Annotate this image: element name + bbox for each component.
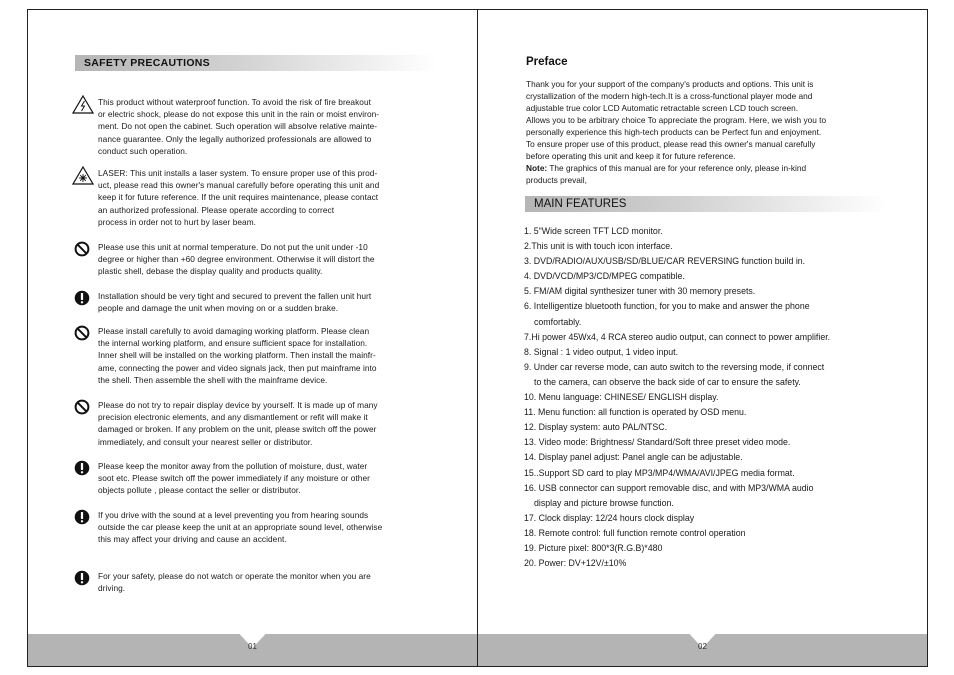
warning-line: Installation should be very tight and secured to prevent the fallen unit hurt: [98, 291, 372, 301]
feature-item: [524, 299, 894, 329]
feature-item: [524, 239, 894, 254]
warning-text: [98, 399, 378, 448]
warning-item: [72, 509, 442, 546]
warning-text: [98, 290, 371, 314]
preface-line: crystallization of the modern high-tech.It is a cross-functional player mode and: [526, 91, 813, 101]
warning-line: If you drive with the sound at a level preventing you from hearing sounds: [98, 510, 369, 520]
warning-text: [98, 167, 379, 228]
feature-line: 19. Picture pixel: 800*3(R.G.B)*480: [524, 542, 663, 553]
warning-line: damaged or broken. If any problem on the unit, please switch off the power: [98, 424, 377, 435]
warning-line: immediately, and consult your nearest seller or distributor.: [98, 436, 313, 447]
warning-line: soot etc. Please switch off the power immediately if any moisture or other: [98, 473, 370, 484]
warning-line: the internal working platform, and ensure sufficient space for installation.: [98, 338, 368, 349]
preface-line: products prevail,: [526, 175, 587, 185]
warning-line: Please install carefully to avoid damaging working platform. Please clean: [98, 326, 370, 336]
main-features-heading: [525, 196, 887, 212]
preface-line: personally experience this high-tech products can be Perfect fun and enjoyment.: [526, 127, 822, 137]
feature-item: [524, 511, 894, 526]
warning-line: or electric shock, please do not expose this unit in the rain or moist environ-: [98, 109, 380, 120]
right-page: [477, 9, 928, 667]
feature-line: 20. Power: DV+12V/±10%: [524, 558, 627, 569]
feature-item: [524, 435, 894, 450]
feature-item: [524, 466, 894, 481]
feature-item: [524, 481, 894, 511]
feature-line: 11. Menu function: all function is operated by OSD menu.: [524, 407, 747, 418]
warning-line: Inner shell will be installed on the working platform. Then install the mainfr-: [98, 350, 376, 361]
feature-item: [524, 390, 894, 405]
feature-line: 7.Hi power 45Wx4, 4 RCA stereo audio output, can connect to power amplifier.: [524, 331, 831, 342]
feature-line: to the camera, can observe the back side of car to ensure the safety.: [534, 376, 801, 387]
feature-line: 6. Intelligentize bluetooth function, for you to make and answer the phone: [524, 301, 810, 312]
feature-line: 4. DVD/VCD/MP3/CD/MPEG compatible.: [524, 271, 685, 282]
prohibited-icon: [72, 241, 98, 261]
warning-item: [72, 167, 442, 228]
warning-item: [72, 325, 442, 386]
warning-line: driving.: [98, 583, 126, 594]
warning-text: [98, 325, 377, 386]
exclamation-icon: [72, 460, 98, 480]
laser-warning-icon: [72, 167, 98, 187]
exclamation-icon: [72, 290, 98, 310]
prohibited-icon: [72, 325, 98, 345]
warning-line: Please keep the monitor away from the pollution of moisture, dust, water: [98, 461, 368, 471]
warning-line: outside the car please keep the unit at an appropriate sound level, otherwise: [98, 522, 383, 533]
preface-title: Preface: [526, 56, 568, 68]
warning-line: process in order not to hurt by laser beam.: [98, 216, 257, 227]
warning-line: precision electronic elements, and any dismantlement or refit will make it: [98, 412, 368, 423]
warning-line: ment. Do not open the cabinet. Such operation will absolve relative mainte-: [98, 121, 378, 132]
feature-line: 15..Support SD card to play MP3/MP4/WMA/AVI/JPEG media format.: [524, 467, 795, 478]
feature-item: [524, 330, 894, 345]
exclamation-icon: [72, 570, 98, 590]
feature-line: 13. Video mode: Brightness/ Standard/Soft three preset video mode.: [524, 437, 791, 448]
feature-line: comfortably.: [534, 316, 582, 327]
exclamation-icon: [72, 509, 98, 529]
warning-line: nance guarantee. Only the legally authorized professionals are allowed to: [98, 133, 372, 144]
warning-line: conduct such operation.: [98, 145, 188, 156]
feature-item: [524, 224, 894, 239]
warning-item: [72, 241, 442, 278]
feature-item: [524, 556, 894, 571]
note-label: Note:: [526, 163, 548, 173]
feature-item: [524, 269, 894, 284]
feature-line: 10. Menu language: CHINESE/ ENGLISH display.: [524, 392, 719, 403]
feature-item: [524, 405, 894, 420]
feature-item: [524, 541, 894, 556]
feature-item: [524, 526, 894, 541]
feature-line: 16. USB connector can support removable disc, and with MP3/WMA audio: [524, 482, 814, 493]
warning-text: [98, 241, 375, 278]
prohibited-icon: [72, 399, 98, 419]
warning-line: plastic shell, debase the display quality and products quality.: [98, 266, 323, 277]
warning-line: Please do not try to repair display device by yourself. It is made up of many: [98, 400, 378, 410]
feature-item: [524, 360, 894, 390]
warning-line: objects pollute , please contact the seller or distributor.: [98, 485, 301, 496]
warning-line: keep it for future reference. If the unit requires maintenance, please contact: [98, 192, 379, 203]
preface-line: Thank you for your support of the company's products and options. This unit is: [526, 79, 814, 89]
warning-line: this may affect your driving and cause an accident.: [98, 534, 287, 545]
feature-line: 12. Display system: auto PAL/NTSC.: [524, 422, 668, 433]
feature-line: 1. 5"Wide screen TFT LCD monitor.: [524, 226, 663, 236]
feature-line: 17. Clock display: 12/24 hours clock display: [524, 512, 695, 523]
preface-text: [526, 78, 896, 186]
warning-line: uct, please read this owner's manual carefully before operating this unit and: [98, 180, 380, 191]
feature-line: 9. Under car reverse mode, can auto switch to the reversing mode, if connect: [524, 361, 825, 372]
preface-line: To ensure proper use of this product, please read this owner's manual carefully: [526, 139, 816, 149]
feature-item: [524, 254, 894, 269]
warning-item: [72, 460, 442, 497]
warning-line: This product without waterproof function. To avoid the risk of fire breakout: [98, 97, 371, 107]
warning-line: people and damage the unit when moving on or a sudden brake.: [98, 303, 339, 314]
feature-item: [524, 345, 894, 360]
warning-item: [72, 570, 442, 594]
warning-text: [98, 96, 379, 157]
feature-line: 14. Display panel adjust: Panel angle can be adjustable.: [524, 452, 743, 463]
preface-line: adjustable true color LCD Automatic retractable screen LCD touch screen.: [526, 103, 799, 113]
feature-list: [524, 224, 894, 571]
warning-item: [72, 290, 442, 314]
warning-item: [72, 399, 442, 448]
safety-precautions-title: SAFETY PRECAUTIONS: [84, 57, 210, 69]
page-number: 01: [248, 642, 257, 651]
warning-text: [98, 460, 370, 497]
electric-warning-icon: [72, 96, 98, 116]
warning-line: ame, connecting the power and video signals jack, then put mainframe into: [98, 362, 377, 373]
warning-line: the shell. Then assemble the shell with the mainframe device.: [98, 374, 328, 385]
feature-line: 18. Remote control: full function remote control operation: [524, 527, 746, 538]
feature-item: [524, 284, 894, 299]
feature-item: [524, 450, 894, 465]
feature-line: 8. Signal : 1 video output, 1 video input.: [524, 346, 679, 357]
warning-line: Please use this unit at normal temperature. Do not put the unit under -10: [98, 242, 368, 252]
feature-line: 5. FM/AM digital synthesizer tuner with 30 memory presets.: [524, 286, 756, 297]
warning-line: degree or higher than +60 degree environment. Otherwise it will distort the: [98, 254, 375, 265]
preface-note: [526, 162, 896, 174]
left-page: [27, 9, 478, 667]
warning-line: For your safety, please do not watch or operate the monitor when you are: [98, 571, 371, 581]
preface-line: before operating this unit and keep it for future reference.: [526, 151, 736, 161]
page-number: 02: [698, 642, 707, 651]
feature-item: [524, 420, 894, 435]
safety-precautions-heading: [75, 55, 437, 71]
warning-text: [98, 509, 382, 546]
main-features-title: MAIN FEATURES: [534, 198, 627, 210]
feature-line: display and picture browse function.: [534, 497, 674, 508]
preface-line: Allows you to be arbitrary choice To appreciate the program. Here, we wish you to: [526, 115, 827, 125]
note-text: The graphics of this manual are for your reference only, please in-kind: [547, 163, 807, 173]
feature-line: 2.This unit is with touch icon interface.: [524, 241, 673, 252]
warning-line: an authorized professional. Please operate according to correct: [98, 204, 335, 215]
warning-line: LASER: This unit installs a laser system. To ensure proper use of this prod-: [98, 168, 378, 178]
warning-text: [98, 570, 371, 594]
warning-item: [72, 96, 442, 157]
feature-line: 3. DVD/RADIO/AUX/USB/SD/BLUE/CAR REVERSING function build in.: [524, 256, 806, 267]
